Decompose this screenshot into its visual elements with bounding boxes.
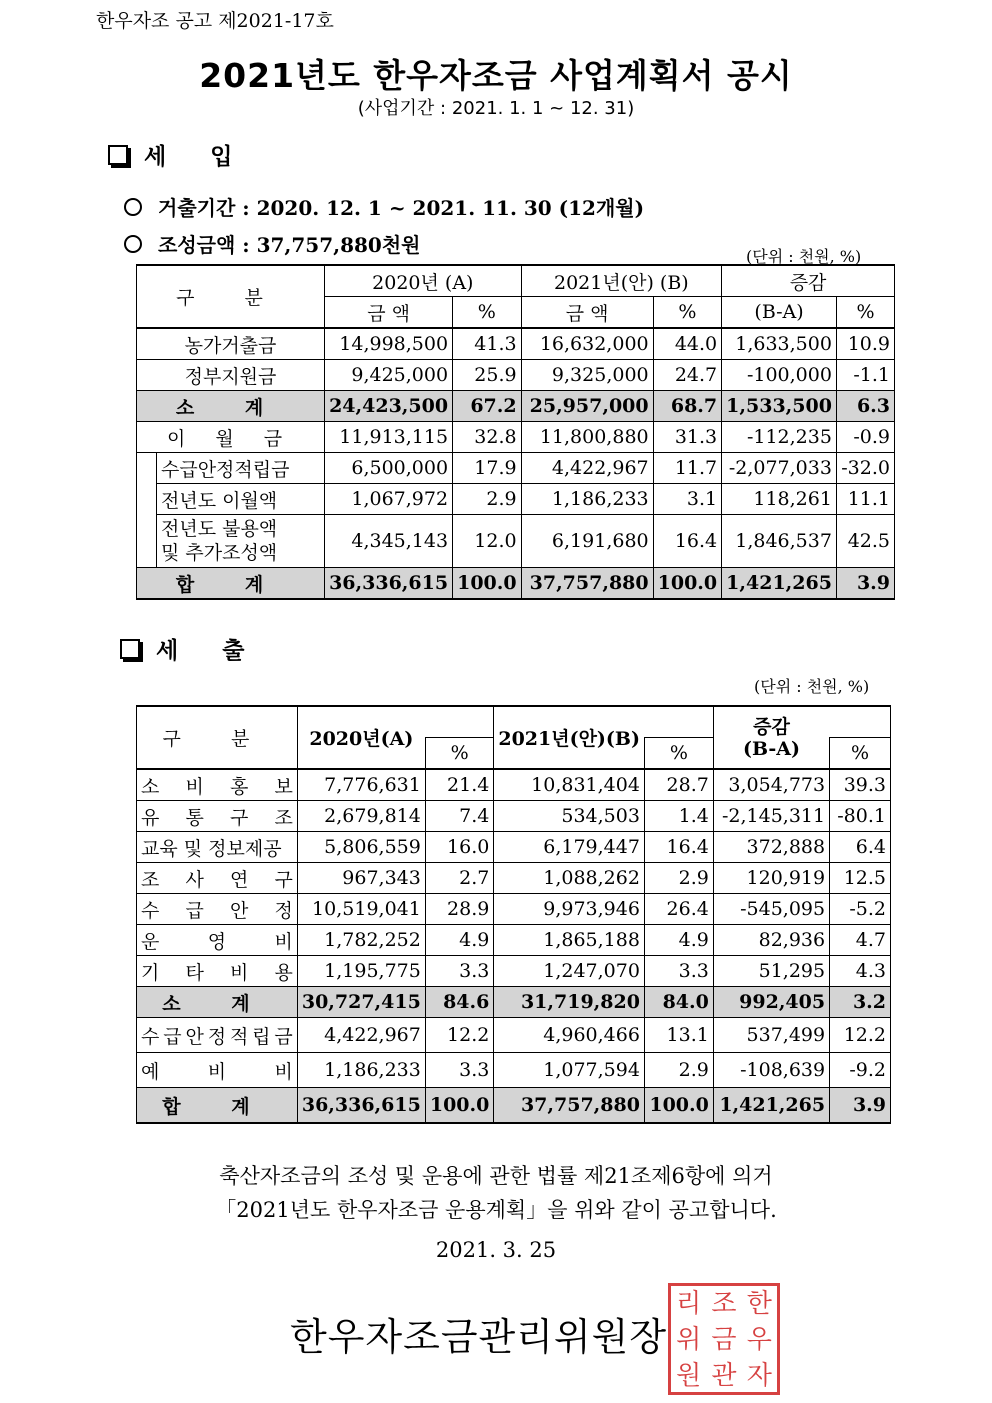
header-pct-2021: %: [644, 738, 713, 770]
header-2020: 2020년(A): [297, 706, 425, 769]
collection-period-text: 거출기간 : 2020. 12. 1 ~ 2021. 11. 30 (12개월): [158, 196, 645, 220]
legal-basis-text: 축산자조금의 조성 및 운용에 관한 법률 제21조제6항에 의거: [219, 1164, 773, 1188]
table-row: 전년도 불용액 및 추가조성액 4,345,143 12.0 6,191,680 16.4 1,846,537 42.5: [137, 515, 895, 568]
header-category: 구 분: [137, 706, 298, 769]
circle-bullet-icon: [124, 235, 142, 253]
table-row: 수 급 안 정 적 립 금 4,422,967 12.2 4,960,466 13.1 537,499 12.2: [137, 1018, 891, 1053]
header-diff-sub: (B-A): [722, 297, 837, 329]
table-row: 기 타 비 용 1,195,775 3.3 1,247,070 3.3 51,295 4.3: [137, 956, 891, 987]
header-category: 구 분: [137, 265, 325, 328]
table-row: 조 사 연 구 967,343 2.7 1,088,262 2.9 120,919 12.5: [137, 863, 891, 894]
issuer-name: 한우자조금관리위원장: [290, 1315, 668, 1359]
checkbox-square-icon: [120, 639, 140, 659]
header-pct-2020: %: [425, 738, 494, 770]
header-amount-2020: 금 액: [325, 297, 453, 329]
expense-unit-note: (단위 : 천원, %): [754, 677, 870, 696]
table-row: 수급안정적립금 6,500,000 17.9 4,422,967 11.7 -2,077,033 -32.0: [137, 453, 895, 484]
total-row: 합 계 36,336,615 100.0 37,757,880 100.0 1,421,265 3.9: [137, 1088, 891, 1124]
header-pct-2020: %: [453, 297, 522, 329]
header-pct-diff: %: [836, 297, 894, 329]
table-row: 유 통 구 조 2,679,814 7.4 534,503 1.4 -2,145,311 -80.1: [137, 801, 891, 832]
header-2021: 2021년(안) (B): [521, 265, 722, 297]
expense-header-row-1: [137, 706, 891, 738]
revenue-header-row-1: [137, 265, 895, 297]
table-row: 교육 및 정보제공 5,806,559 16.0 6,179,447 16.4 372,888 6.4: [137, 832, 891, 863]
table-row: 이 월 금 11,913,115 32.8 11,800,880 31.3 -112,235 -0.9: [137, 422, 895, 453]
circle-bullet-icon: [124, 198, 142, 216]
revenue-heading-label: 세 입: [144, 143, 251, 170]
header-2020: 2020년 (A): [325, 265, 522, 297]
table-row: 예 비 비 1,186,233 3.3 1,077,594 2.9 -108,639 -9.2: [137, 1053, 891, 1088]
expense-table: [136, 705, 891, 1124]
checkbox-square-icon: [108, 145, 128, 165]
announcement-date: 2021. 3. 25: [435, 1238, 557, 1262]
business-period: (사업기간 : 2021. 1. 1 ~ 12. 31): [357, 98, 635, 119]
table-row: 농가거출금 14,998,500 41.3 16,632,000 44.0 1,633,500 10.9: [137, 328, 895, 360]
subtotal-row: 소 계 30,727,415 84.6 31,719,820 84.0 992,405 3.2: [137, 987, 891, 1018]
table-row: 수 급 안 정 10,519,041 28.9 9,973,946 26.4 -545,095 -5.2: [137, 894, 891, 925]
table-row: 소 비 홍 보 7,776,631 21.4 10,831,404 28.7 3,054,773 39.3: [137, 769, 891, 801]
expense-heading-label: 세 출: [156, 637, 263, 664]
fund-amount-text: 조성금액 : 37,757,880천원: [158, 233, 421, 257]
fund-amount: [124, 229, 420, 258]
header-2021: 2021년(안)(B): [494, 706, 645, 769]
table-row: 정부지원금 9,425,000 25.9 9,325,000 24.7 -100,000 -1.1: [137, 360, 895, 391]
official-seal-stamp: 리 조 한 위 금 우 원 관 자: [668, 1283, 780, 1395]
header-pct-diff: %: [830, 738, 891, 770]
collection-period: [124, 192, 644, 221]
table-row: 전년도 이월액 1,067,972 2.9 1,186,233 3.1 118,261 11.1: [137, 484, 895, 515]
header-amount-2021: 금 액: [521, 297, 653, 329]
subtotal-row: 소 계 24,423,500 67.2 25,957,000 68.7 1,533,500 6.3: [137, 391, 895, 422]
header-diff: 증감: [722, 265, 895, 297]
page-title: 2021년도 한우자조금 사업계획서 공시: [199, 56, 793, 95]
revenue-unit-note: (단위 : 천원, %): [746, 247, 862, 266]
notice-number: 한우자조 공고 제2021-17호: [96, 10, 334, 32]
table-row: 운 영 비 1,782,252 4.9 1,865,188 4.9 82,936 4.7: [137, 925, 891, 956]
announcement-text: 「2021년도 한우자조금 운용계획」을 위와 같이 공고합니다.: [215, 1198, 777, 1222]
total-row: 합 계 36,336,615 100.0 37,757,880 100.0 1,421,265 3.9: [137, 568, 895, 600]
revenue-table: [136, 264, 895, 600]
header-pct-2021: %: [653, 297, 722, 329]
header-diff: 증감 (B-A): [713, 706, 829, 769]
expense-section-heading: [120, 632, 262, 665]
revenue-section-heading: [108, 138, 250, 171]
